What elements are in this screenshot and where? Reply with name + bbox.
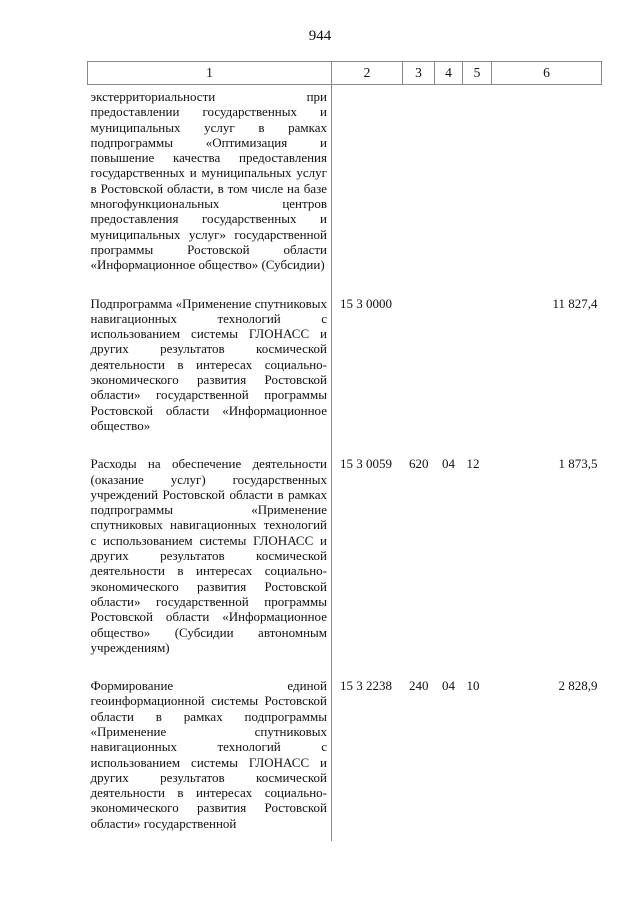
row-subsection: 10 [466,678,480,694]
column-header-6: 6 [492,62,602,85]
page-number: 944 [308,28,332,44]
row-name: Расходы на обеспечение деятельности (оказание услуг) государственных учреждений Ростовской области в рамках подпрограммы «Применение спутниковых навигационных технологий с использованием системы ГЛОНАСС и других результатов космической деятельности в интересах социально-экономического развития Ростовской области» государственной программы Ростовской области «Информационное общество» (Субсидии автономным учреждениям) [88,443,332,665]
row-sum [492,85,602,283]
row-subsection: 12 [466,456,480,472]
row-sum: 2 828,9 [558,678,598,694]
row-target-code: 15 3 0000 [340,295,392,311]
row-expense-type [403,85,435,283]
row-name: Формирование единой геоинформационной системы Ростовской области в рамках подпрограммы «Применение спутниковых навигационных технологий с использованием системы ГЛОНАСС и других результатов космической деятельности в интересах социально-экономического развития Ростовской области» государственной [88,665,332,841]
row-section: 04 [442,678,455,694]
row-section: 04 [442,456,455,472]
row-target-code: 15 3 0059 [340,456,392,472]
row-expense-type: 240 [409,678,429,694]
row-name: экстерриториальности при предоставлении государственных и муниципальных услуг в рамках подпрограммы «Оптимизация и повышение качества предоставления государственных и муниципальных услуг в Ростовской области, в том числе на базе многофункциональных центров предоставления государственных и муниципальных услуг» государственной программы Ростовской области «Информационное общество» (Субсидии) [88,85,332,283]
budget-table [87,61,602,841]
column-header-5: 5 [463,62,492,85]
table-row [88,665,602,841]
row-section [435,85,463,283]
table-header-row [88,62,602,85]
row-expense-type [403,283,435,444]
row-section [435,283,463,444]
column-header-2: 2 [332,62,403,85]
row-expense-type: 620 [409,456,429,472]
table-row [88,85,602,283]
row-sum: 11 827,4 [552,295,598,311]
table-row [88,283,602,444]
column-header-3: 3 [403,62,435,85]
row-target-code: 15 3 2238 [340,678,392,694]
table-row [88,443,602,665]
column-header-4: 4 [435,62,463,85]
row-target-code [332,85,403,283]
column-header-1: 1 [88,62,332,85]
row-sum: 1 873,5 [558,456,598,472]
row-subsection [463,283,492,444]
row-subsection [463,85,492,283]
row-name: Подпрограмма «Применение спутниковых навигационных технологий с использованием системы ГЛОНАСС и других результатов космической деятельности в интересах социально-экономического развития Ростовской области» государственной программы Ростовской области «Информационное общество» [88,283,332,444]
